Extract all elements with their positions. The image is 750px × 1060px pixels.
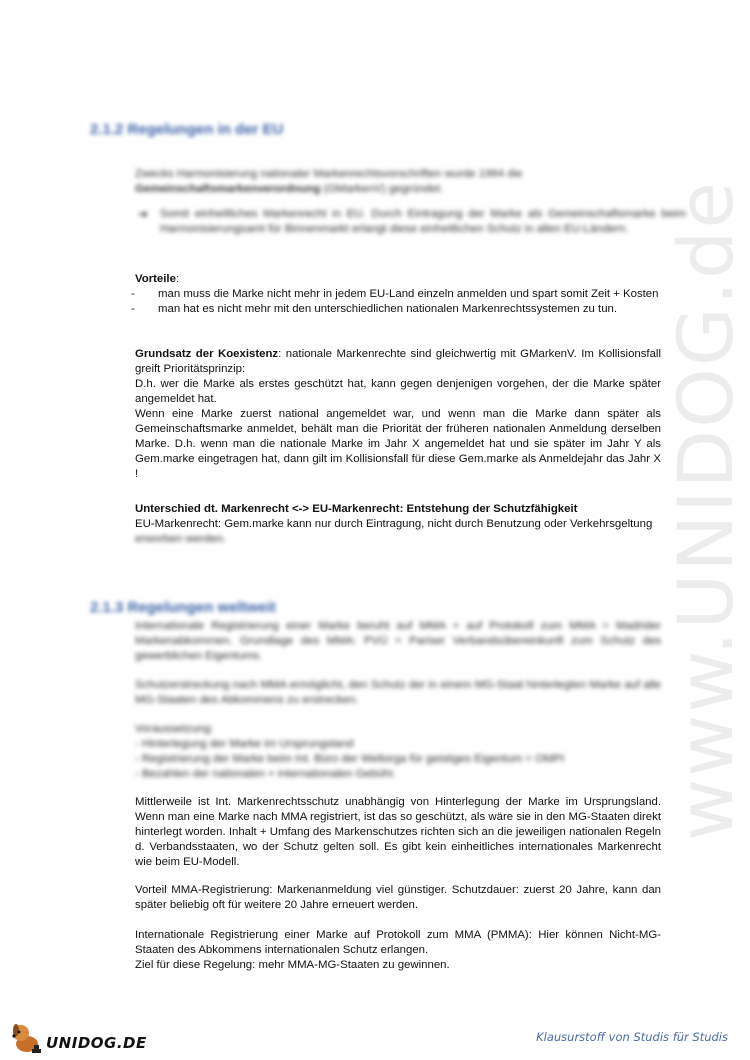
mittlerweile-paragraph: Mittlerweile ist Int. Markenrechtsschutz unabhängig von Hinterlegung der Marke im Ursprungsland. Wenn man eine Marke nach MMA registriert, ist das so geschützt, als wäre sie in den MG-Staaten direkt hinterlegt worden. Inhalt + Umfang des Markenschutzes richten sich an die jeweiligen nationalen Regeln d. Verbandsstaaten, wo der Schutz gelten soll. Es gibt kein einheitliches internationales Markenrecht wie beim EU-Modell. [135,796,661,868]
section-heading-212: 2.1.2 Regelungen in der EU [90,121,284,138]
vorteile-heading: Vorteile: [135,273,180,285]
arrow-text: Somit einheitliches Markenrecht in EU. Durch Eintragung der Marke als Gemeinschaftsmarke beim Harmonisierungsamt für Binnenmarkt erlangt diese einheitlichen Schutz in allen EU-Ländern. [160,208,686,235]
vorteil-mma-paragraph: Vorteil MMA-Registrierung: Markenanmeldung viel günstiger. Schutzdauer: zuerst 20 Jahre, kann dan später beliebig oft für weitere 20 Jahre erneuert werden. [135,884,661,911]
blurred-paragraph-1: Internationale Registrierung einer Marke beruht auf MMA + auf Protokoll zum MMA = Madrider Markenabkommen. Grundlage des MMA: PVÜ = Pariser Verbandsübereinkunft zum Schutz des gewerblichen Eigentums. [135,620,661,662]
section-heading-213: 2.1.3 Regelungen weltweit [90,599,276,616]
grundsatz-paragraph [135,347,661,482]
voraussetzung-block [135,722,661,782]
watermark-text: www.UNIDOG.de [660,179,750,841]
list-item: - Bezahlen der nationalen + internationalen Gebühr. [135,768,397,780]
unterschied-block [135,502,661,547]
list-item: - Registrierung der Marke beim Int. Büro der Weltorga für geistiges Eigentum = OMPI [135,753,565,765]
dog-mascot-icon [10,1020,44,1054]
grundsatz-label: Grundsatz der Koexistenz [135,348,279,360]
list-item: - man muss die Marke nicht mehr in jedem EU-Land einzeln anmelden und spart somit Zeit + Kosten [135,287,661,302]
blurred-paragraph-2: Schutzerstreckung nach MMA ermöglicht, den Schutz der in einem MG-Staat hinterlegten Marke auf alle MG-Staaten des Abkommens zu erstrecken. [135,679,661,706]
ziel-text: Ziel für diese Regelung: mehr MMA-MG-Staaten zu gewinnen. [135,959,450,971]
intro-bold-term: Gemeinschaftsmarkenverordnung [135,183,321,195]
intro-paragraph [135,167,661,197]
list-item: - man hat es nicht mehr mit den unterschiedlichen nationalen Markenrechtssystemen zu tun. [135,302,661,317]
unterschied-heading: Unterschied dt. Markenrecht <-> EU-Markenrecht: Entstehung der Schutzfähigkeit [135,503,578,515]
eu-text: EU-Markenrecht: Gem.marke kann nur durch Eintragung, nicht durch Benutzung oder Verkehrsgeltung [135,518,653,530]
unidog-logo [10,1018,147,1054]
pmma-paragraph [135,928,661,973]
grundsatz-text: : nationale Markenrechte sind gleichwertig mit GMarkenV. Im Kollisionsfall greift Prioritätsprinzip: [135,348,661,375]
eu-text-blurred: erworben werden. [135,533,227,545]
intro-line-2 [135,182,661,197]
intro-rest: (GMarkenV) gegründet. [320,183,444,195]
dh-text: D.h. wer die Marke als erstes geschützt hat, kann gegen denjenigen vorgehen, der die Marke später angemeldet hat. [135,378,661,405]
voraussetzung-label: Voraussetzung: [135,723,214,735]
vorteile-block [135,272,661,317]
footer-tagline: Klausurstoff von Studis für Studis [536,1030,728,1044]
arrow-paragraph [135,207,686,237]
logo-text: UNIDOG.DE [46,1034,147,1052]
grundsatz-line [135,347,661,377]
vorteile-label: Vorteile [135,273,176,285]
pmma-text: Internationale Registrierung einer Marke auf Protokoll zum MMA (PMMA): Hier können Nicht-MG-Staaten des Abkommens internationalen Schutz erlangen. [135,929,661,956]
arrow-bullet-icon: ➔ [138,207,149,221]
intro-line-1: Zwecks Harmonisierung nationaler Markenrechtsvorschriften wurde 1994 die [135,168,523,180]
wenn-text: Wenn eine Marke zuerst national angemeldet war, und wenn man die Marke dann später als Gemeinschaftsmarke anmeldet, behält man die Priorität der früheren nationalen Anmeldung derselben Marke. D.h. wenn man die nationale Marke im Jahr X angemeldet hat und sie später im Jahr Y als Gem.marke eingetragen hat, dann gilt im Kollisionsfall für diese Gem.marke als Anmeldejahr das Jahr X ! [135,408,661,480]
list-item: - Hinterlegung der Marke im Ursprungsland [135,738,354,750]
vorteile-list [135,287,661,317]
